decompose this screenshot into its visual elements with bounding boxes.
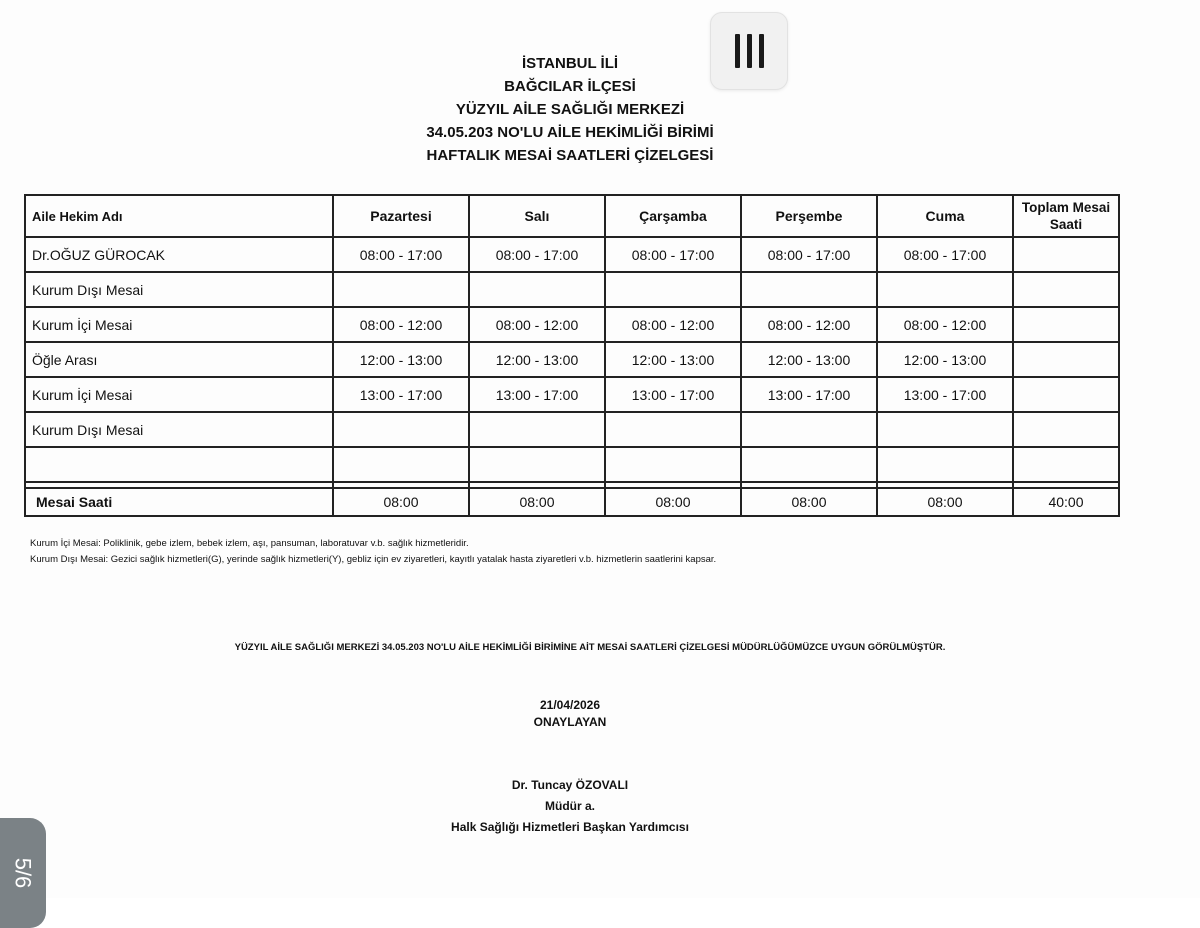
header-thursday: Perşembe [741,195,877,237]
signatory-position: Halk Sağlığı Hizmetleri Başkan Yardımcısı [451,820,689,834]
header-wednesday: Çarşamba [605,195,741,237]
page-indicator[interactable] [0,818,46,928]
header-monday: Pazartesi [333,195,469,237]
table-row [25,272,1119,307]
table-row [25,307,1119,342]
time-cell: 12:00 - 13:00 [741,342,877,377]
table-row [25,412,1119,447]
time-cell [469,272,605,307]
header-tuesday: Salı [469,195,605,237]
footnotes [30,536,716,568]
total-cell [1013,377,1119,412]
header-total-hours: Toplam Mesai Saati [1013,195,1119,237]
total-cell [1013,412,1119,447]
total-cell [1013,272,1119,307]
row-label: Kurum Dışı Mesai [25,272,333,307]
signatory-name: Dr. Tuncay ÖZOVALI [511,778,629,792]
time-cell: 12:00 - 13:00 [469,342,605,377]
weekly-total: 40:00 [1013,488,1119,516]
row-label: Kurum Dışı Mesai [25,412,333,447]
time-cell [877,272,1013,307]
header-doctor-name: Aile Hekim Adı [25,195,333,237]
header-friday: Cuma [877,195,1013,237]
signatory-title: Müdür a. [545,799,595,813]
time-cell [741,447,877,482]
header-province: İSTANBUL İLİ [521,55,619,72]
time-cell: 12:00 - 13:00 [605,342,741,377]
total-row-label: Mesai Saati [25,488,333,516]
time-cell: 13:00 - 17:00 [877,377,1013,412]
time-cell: 08:00 - 12:00 [333,307,469,342]
time-cell [741,272,877,307]
total-cell [1013,342,1119,377]
approval-statement: YÜZYIL AİLE SAĞLIĞI MERKEZİ 34.05.203 NO'LU AİLE HEKİMLİĞİ BİRİMİNE AİT MESAİ SAATLERİ ÇİZELGESİ MÜDÜRLÜĞÜMÜZCE UYGUN GÖRÜLMÜŞTÜR. [234,642,946,653]
header-title: HAFTALIK MESAİ SAATLERİ ÇİZELGESİ [426,147,714,164]
signatory-block [360,775,780,838]
approval-block [360,697,780,731]
time-cell: 12:00 - 13:00 [333,342,469,377]
time-cell [877,412,1013,447]
time-cell [741,412,877,447]
time-cell: 08:00 - 12:00 [605,307,741,342]
row-label [25,447,333,482]
schedule-table [24,194,1120,517]
time-cell: 13:00 - 17:00 [605,377,741,412]
total-row [25,488,1119,516]
header-district: BAĞCILAR İLÇESİ [504,78,636,95]
time-cell [333,272,469,307]
time-cell [333,412,469,447]
time-cell [333,447,469,482]
footnote-external: Kurum Dışı Mesai: Gezici sağlık hizmetleri(G), yerinde sağlık hizmetleri(Y), gebliz için ev ziyaretleri, kayıtlı yatalak hasta ziyaretleri v.b. hizmetlerin saatlerini kapsar. [30,554,717,565]
time-cell [469,447,605,482]
time-cell: 08:00 - 12:00 [469,307,605,342]
table-row [25,342,1119,377]
time-cell: 13:00 - 17:00 [333,377,469,412]
table-row [25,447,1119,482]
time-cell: 13:00 - 17:00 [469,377,605,412]
time-cell: 08:00 - 12:00 [741,307,877,342]
page-indicator-text: 5/6 [10,857,35,889]
time-cell: 13:00 - 17:00 [741,377,877,412]
daily-total: 08:00 [605,488,741,516]
header-health-center: YÜZYIL AİLE SAĞLIĞI MERKEZİ [455,101,685,118]
total-cell [1013,237,1119,272]
header-unit: 34.05.203 NO'LU AİLE HEKİMLİĞİ BİRİMİ [426,124,714,141]
table-row [25,237,1119,272]
daily-total: 08:00 [741,488,877,516]
daily-total: 08:00 [333,488,469,516]
time-cell [605,447,741,482]
time-cell [469,412,605,447]
total-cell [1013,307,1119,342]
daily-total: 08:00 [469,488,605,516]
daily-total: 08:00 [877,488,1013,516]
time-cell: 08:00 - 17:00 [469,237,605,272]
time-cell: 12:00 - 13:00 [877,342,1013,377]
row-label: Kurum İçi Mesai [25,307,333,342]
time-cell: 08:00 - 17:00 [605,237,741,272]
approval-date: 21/04/2026 [539,698,601,712]
time-cell [877,447,1013,482]
table-header-row [25,195,1119,237]
footnote-internal: Kurum İçi Mesai: Poliklinik, gebe izlem, bebek izlem, aşı, pansuman, laboratuvar v.b. sağlık hizmetleridir. [30,538,469,549]
document-header [280,52,860,167]
row-label: Kurum İçi Mesai [25,377,333,412]
row-label: Dr.OĞUZ GÜROCAK [25,237,333,272]
table-row [25,377,1119,412]
approval-label: ONAYLAYAN [533,715,607,729]
time-cell [605,272,741,307]
time-cell: 08:00 - 17:00 [877,237,1013,272]
time-cell: 08:00 - 17:00 [333,237,469,272]
row-label: Öğle Arası [25,342,333,377]
total-cell [1013,447,1119,482]
time-cell: 08:00 - 12:00 [877,307,1013,342]
time-cell: 08:00 - 17:00 [741,237,877,272]
time-cell [605,412,741,447]
